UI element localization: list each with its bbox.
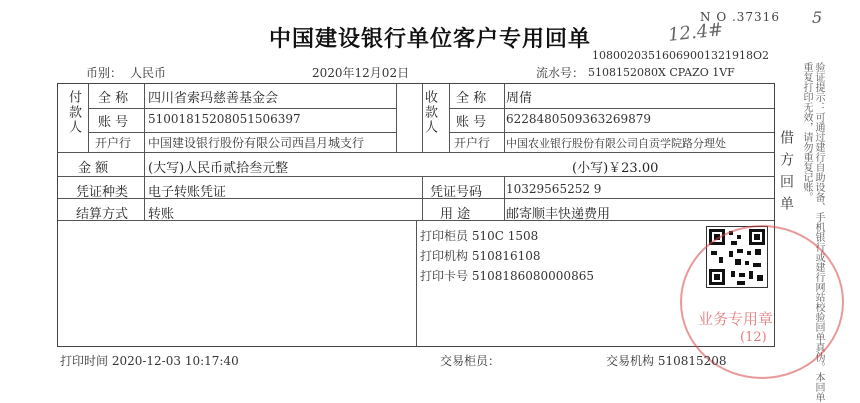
- print-org: 打印机构 510816108: [420, 249, 541, 263]
- purpose-label: 用 途: [440, 207, 471, 222]
- payee-account-label: 账 号: [456, 115, 487, 130]
- amount-small: (小写)￥23.00: [572, 161, 659, 176]
- amount-words: (大写)人民币贰拾叁元整: [148, 161, 289, 176]
- page-title: 中国建设银行单位客户专用回单: [268, 27, 591, 52]
- payer-bank-label: 开户行: [95, 136, 132, 150]
- print-card: 打印卡号 5108186080000865: [420, 269, 594, 283]
- trade-org: 交易机构 510815208: [606, 354, 727, 368]
- serial-number: 10800203516069001321918O2: [592, 49, 769, 62]
- payer-account-label: 账 号: [98, 115, 129, 130]
- receipt-number: N O .37316: [700, 10, 780, 24]
- currency-label: 币别：: [86, 66, 123, 80]
- payer-name-label: 全 称: [98, 91, 129, 106]
- debit-receipt-label: 借方回单: [778, 130, 794, 218]
- payer-section-label: 付款人: [66, 90, 81, 135]
- handwritten-number: 5: [812, 8, 823, 27]
- side-notice: 验证提示：可通过建行自助设备、手机银行或建行网站校验回单真伪。本回单重复打印无效，请勿重复记账。: [801, 62, 824, 402]
- currency-value: 人民币: [130, 66, 167, 80]
- settlement-label: 结算方式: [76, 207, 129, 222]
- voucher-no: 10329565252 9: [506, 182, 602, 196]
- trade-teller: 交易柜员：: [440, 354, 501, 368]
- payee-name-label: 全 称: [456, 91, 487, 106]
- voucher-type: 电子转账凭证: [148, 185, 227, 200]
- payee-account: 6228480509363269879: [506, 112, 652, 126]
- amount-label: 金 额: [78, 161, 109, 176]
- payee-bank: 中国农业银行股份有限公司自贡学院路分理处: [506, 137, 726, 150]
- purpose-value: 邮寄顺丰快递费用: [506, 207, 611, 222]
- stamp-text: 业务专用章: [698, 310, 774, 328]
- print-teller: 打印柜员 510C 1508: [420, 229, 539, 243]
- voucher-type-label: 凭证种类: [76, 185, 129, 200]
- payee-bank-label: 开户行: [454, 136, 491, 150]
- voucher-no-label: 凭证号码: [430, 185, 483, 200]
- flow-label: 流水号：: [536, 66, 585, 80]
- payee-name: 周倩: [506, 91, 533, 106]
- print-time: 打印时间 2020-12-03 10:17:40: [60, 354, 239, 368]
- payer-name: 四川省索玛慈善基金会: [148, 91, 279, 106]
- flow-number: 5108152080X CPAZO 1VF: [588, 66, 735, 79]
- payer-bank: 中国建设银行股份有限公司西昌月城支行: [148, 136, 365, 150]
- settlement-value: 转账: [148, 207, 175, 222]
- payer-account: 51001815208051506397: [148, 112, 301, 126]
- payee-section-label: 收款人: [422, 90, 437, 135]
- handwritten-mark: 12.4#: [667, 19, 725, 46]
- stamp-number: (12): [740, 330, 767, 345]
- date: 2020年12月02日: [312, 66, 410, 80]
